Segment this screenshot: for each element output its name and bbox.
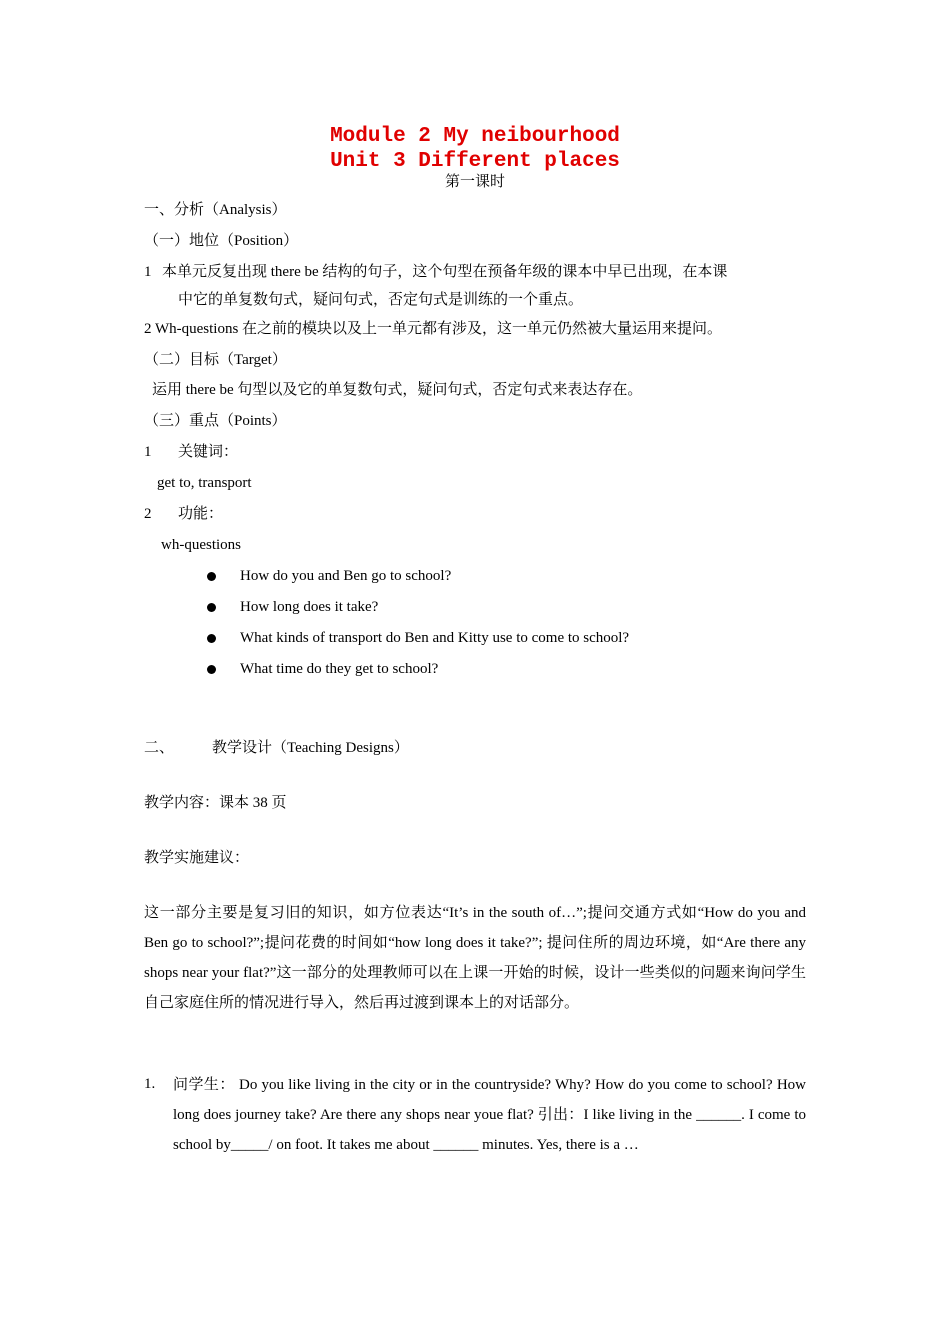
step1-text: 问学生： Do you like living in the city or in the countryside? Why? How do you come to school? How long does journey take? Are there any shops near youe flat? 引出：I like living in the ______. I come to school by_____/ on foot. It takes me about ______ minutes. Yes, there is a … [173, 1077, 806, 1153]
bullet-icon [207, 665, 216, 674]
target-heading: （二）目标（Target） [144, 352, 287, 368]
keywords-number: 1 [144, 444, 152, 460]
position-item1-line1: 本单元反复出现 there be 结构的句子，这个句型在预备年级的课本中早已出现，在本课 [162, 264, 728, 280]
section2-heading: 教学设计（Teaching Designs） [212, 740, 409, 756]
question-item: How do you and Ben go to school? [240, 568, 452, 584]
section2-number: 二、 [144, 740, 175, 756]
function-number: 2 [144, 506, 152, 522]
question-item: What time do they get to school? [240, 661, 439, 677]
question-item: What kinds of transport do Ben and Kitty use to come to school? [240, 630, 630, 646]
keywords-label: 关键词： [178, 444, 239, 460]
position-item1-line2: 中它的单复数句式，疑问句式，否定句式是训练的一个重点。 [178, 292, 584, 308]
bullet-icon [207, 572, 216, 581]
subtitle: 第一课时 [444, 174, 505, 190]
section1-heading: 一、分析（Analysis） [144, 202, 287, 218]
function-label: 功能： [178, 506, 224, 522]
target-text: 运用 there be 句型以及它的单复数句式，疑问句式，否定句式来表达存在。 [152, 382, 643, 398]
teaching-content: 教学内容：课本 38 页 [144, 795, 287, 811]
title-line-2: Unit 3 Different places [330, 150, 620, 173]
position-item1-number: 1 [144, 264, 152, 280]
position-heading: （一）地位（Position） [144, 233, 299, 249]
keywords-text: get to, transport [157, 475, 252, 491]
question-item: How long does it take? [240, 599, 379, 615]
suggestion-paragraph: 这一部分主要是复习旧的知识，如方位表达“It’s in the south of…”;提问交通方式如“How do you and Ben go to school?”;提问花费的时间如“how long does it take?”; 提问住所的周边环境，如“Are there any shops near your flat?”这一部分的处理教师可以在上课一开始的时候，设计一些类似的问题来询问学生自己家庭住所的情况进行导入，然后再过渡到课本上的对话部分。 [144, 905, 806, 1011]
step1-number: 1. [144, 1076, 156, 1092]
position-item2: 2 Wh-questions 在之前的模块以及上一单元都有涉及，这一单元仍然被大量运用来提问。 [144, 321, 723, 337]
teaching-suggestion-label: 教学实施建议： [144, 850, 250, 866]
bullet-icon [207, 603, 216, 612]
points-heading: （三）重点（Points） [144, 413, 287, 429]
title-line-1: Module 2 My neibourhood [330, 125, 620, 148]
function-text: wh-questions [161, 537, 241, 553]
bullet-icon [207, 634, 216, 643]
